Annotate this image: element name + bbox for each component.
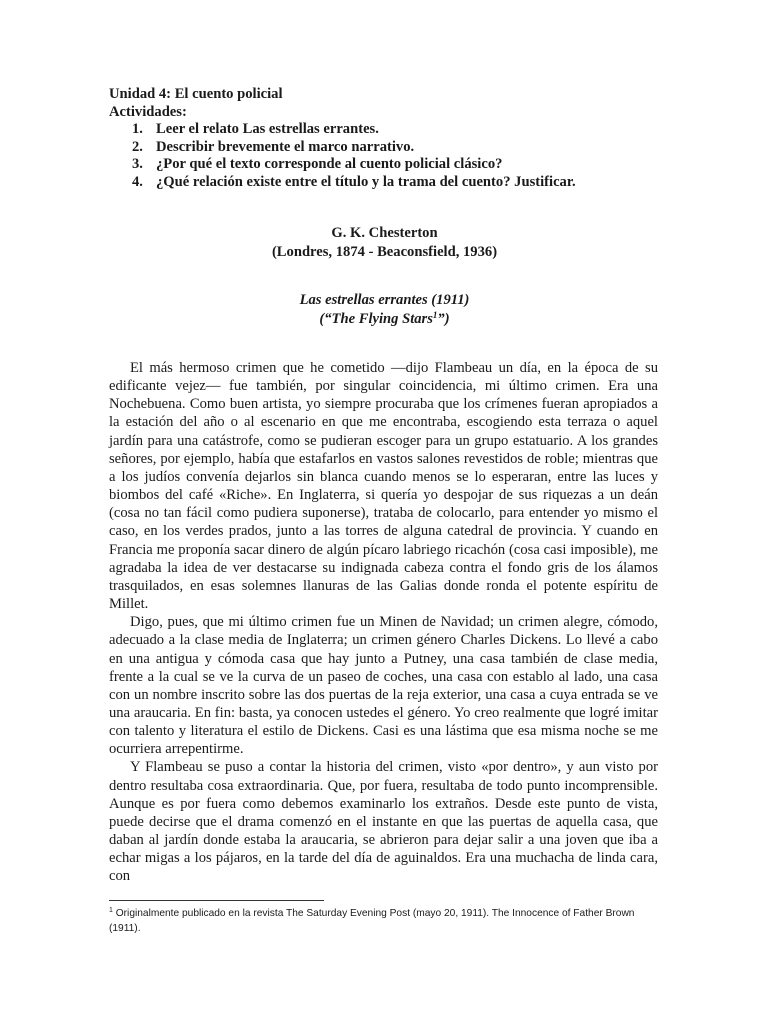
activities-label: Actividades: <box>109 103 187 120</box>
author-dates: (Londres, 1874 - Beaconsfield, 1936) <box>271 244 498 260</box>
activity-text: ¿Por qué el texto corresponde al cuento policial clásico? <box>156 156 503 172</box>
footnote <box>109 906 658 936</box>
activity-item <box>109 156 669 174</box>
activity-item <box>109 174 669 192</box>
footnote-marker: 1 <box>109 907 113 914</box>
author-name: G. K. Chesterton <box>331 225 438 241</box>
footnote-separator <box>109 900 324 901</box>
activity-item <box>109 139 669 157</box>
activity-text: Leer el relato Las estrellas errantes. <box>156 121 379 137</box>
activity-item <box>109 121 669 139</box>
activity-text: ¿Qué relación existe entre el título y la trama del cuento? Justificar. <box>156 173 576 190</box>
unit-title: Unidad 4: El cuento policial <box>109 86 283 102</box>
story-paragraph: Y Flambeau se puso a contar la historia del crimen, visto «por dentro», y aun visto por dentro resultaba cosa extraordinaria. Que, por fuera, resultaba de todo punto incomprensible. Aunque es por fuera como debemos examinarlo los extraños. Desde este punto de vista, puede decirse que el drama comenzó en el instante en que las puertas de aquella casa, que daban al jardín donde estaba la araucaria, se abrieron para dejar salir a una joven que iba a echar migas a los pájaros, en la tarde del día de aguinaldos. Era una muchacha de linda cara, con <box>109 759 658 885</box>
work-original-title <box>109 310 660 329</box>
author-block <box>109 224 660 262</box>
activity-text: Describir brevemente el marco narrativo. <box>156 138 415 155</box>
activity-number: 4. <box>132 173 143 190</box>
original-title-close: ”) <box>437 311 450 327</box>
footnote-text: Originalmente publicado en la revista The Saturday Evening Post (mayo 20, 1911). The Innocence of Father Brown (1911). <box>109 908 635 934</box>
story-paragraph: El más hermoso crimen que he cometido —dijo Flambeau un día, en la época de su edificante vejez— fue también, por singular coincidencia, mi último crimen. Era una Nochebuena. Como buen artista, yo siempre procuraba que los crímenes fueran apropiados a la estación del año o al escenario en que me encontraba, escogiendo esta terraza o aquel jardín para una catástrofe, como se pudieran escoger para un grupo estatuario. A los grandes señores, por ejemplo, había que estafarlos en vastos salones revestidos de roble; mientras que a los judíos convenía dejarlos sin blanca cuando menos se lo esperaran, entre las luces y biombos del café «Riche». En Inglaterra, si quería yo despojar de sus riquezas a un deán (cosa no tan fácil como pudiera suponerse), trataba de colocarlo, para entender yo mismo el caso, en los verdes prados, junto a las torres de alguna catedral de provincia. Y cuando en Francia me proponía sacar dinero de algún pícaro labriego ricachón (cosa casi imposible), me agradaba la idea de ver destacarse su indignada cabeza contra el fondo gris de los álamos trasquilados, en esas solemnes llanuras de las Galias donde ronda el potente espíritu de Millet. <box>109 360 658 613</box>
activity-number: 1. <box>132 121 143 137</box>
original-title-text: (“The Flying Stars <box>319 311 433 327</box>
work-title-block <box>109 291 660 329</box>
story-paragraph: Digo, pues, que mi último crimen fue un Minen de Navidad; un crimen alegre, cómodo, adecuado a la clase media de Inglaterra; un crimen género Charles Dickens. Lo llevé a cabo en una antigua y cómoda casa que hay junto a Putney, una casa también de clase media, frente a la cual se ve la curva de un paseo de coches, una casa con establo al lado, una casa con un nombre inscrito sobre las dos puertas de la reja exterior, una casa a cuya entrada se ve una araucaria. En fin: basta, ya conocen ustedes el género. Yo creo realmente que logré imitar con talento y literatura el estilo de Dickens. Casi es una lástima que esa misma noche se me ocurriera arrepentirme. <box>109 614 658 758</box>
story-body <box>109 359 658 886</box>
activities-list <box>109 121 669 191</box>
activity-number: 2. <box>132 138 143 155</box>
activity-header <box>109 86 669 191</box>
work-title: Las estrellas errantes (1911) <box>299 292 470 308</box>
footnote-reference: 1 <box>432 310 438 320</box>
activity-number: 3. <box>132 156 143 172</box>
